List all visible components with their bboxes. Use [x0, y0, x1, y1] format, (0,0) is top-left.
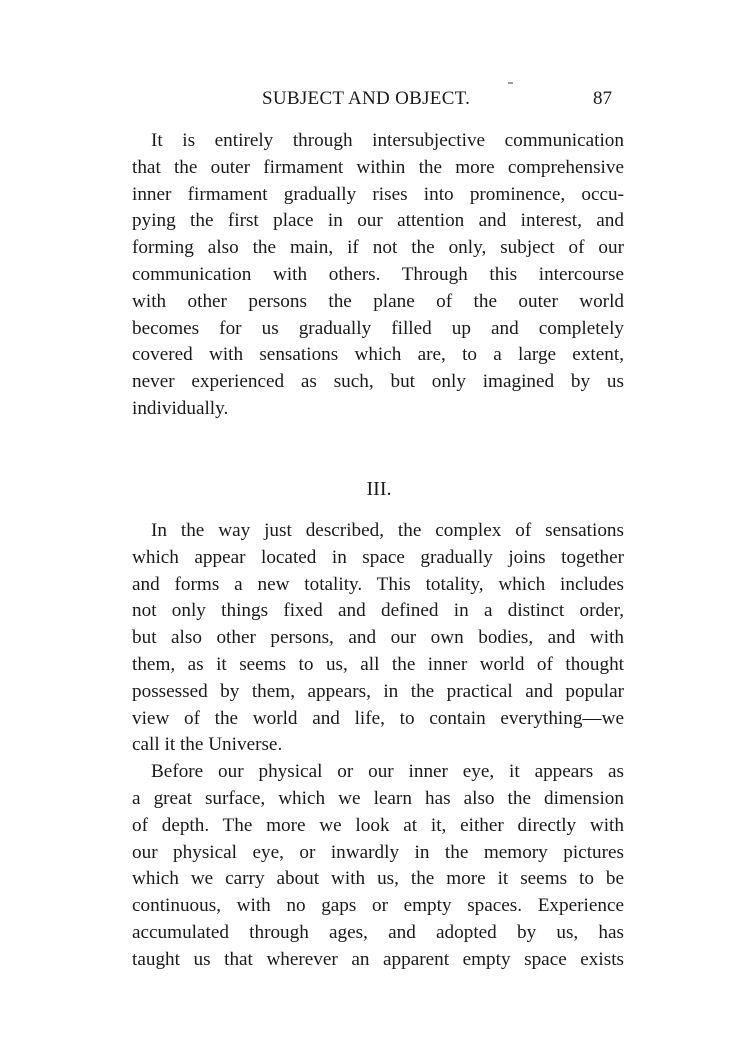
text-line: taught us that wherever an apparent empty space exists	[132, 948, 624, 970]
text-line: continuous, with no gaps or empty spaces. Experience	[132, 895, 624, 917]
text-line: becomes for us gradually filled up and completely	[132, 317, 624, 339]
text-line: pying the first place in our attention and interest, and	[132, 210, 624, 232]
text-line: that the outer firmament within the more comprehensive	[132, 156, 624, 178]
text-line: of depth. The more we look at it, either directly with	[132, 814, 624, 836]
text-line: never experienced as such, but only imagined by us	[132, 371, 624, 393]
page-number: 87	[593, 88, 612, 109]
text-line: but also other persons, and our own bodies, and with	[132, 627, 624, 649]
text-line: our physical eye, or inwardly in the memory pictures	[132, 841, 624, 863]
text-line: and forms a new totality. This totality, which includes	[132, 573, 624, 595]
paragraphs-section-3	[132, 518, 624, 974]
text-line: inner firmament gradually rises into prominence, occu-	[132, 183, 624, 205]
text-line: view of the world and life, to contain everything—we	[132, 707, 624, 729]
text-line: possessed by them, appears, in the practical and popular	[132, 680, 624, 702]
text-line: a great surface, which we learn has also the dimension	[132, 787, 624, 809]
text-line: forming also the main, if not the only, subject of our	[132, 237, 624, 259]
text-line: call it the Universe.	[132, 734, 283, 756]
text-line: In the way just described, the complex of sensations	[151, 520, 624, 541]
text-line: accumulated through ages, and adopted by us, has	[132, 921, 624, 943]
running-title: SUBJECT AND OBJECT.	[262, 88, 471, 109]
paragraph-1	[132, 128, 624, 423]
text-line: covered with sensations which are, to a large extent,	[132, 344, 624, 366]
text-line: with other persons the plane of the outer world	[132, 290, 624, 312]
section-number: III.	[366, 478, 392, 500]
text-line: not only things fixed and defined in a distinct order,	[132, 600, 624, 622]
text-line: Before our physical or our inner eye, it appears as	[151, 761, 624, 783]
print-speck	[508, 82, 513, 84]
text-line: It is entirely through intersubjective communication	[151, 130, 624, 151]
text-line: them, as it seems to us, all the inner world of thought	[132, 653, 624, 675]
text-line: individually.	[132, 397, 229, 419]
text-line: which appear located in space gradually joins together	[132, 546, 624, 568]
text-line: communication with others. Through this intercourse	[132, 263, 624, 285]
text-line: which we carry about with us, the more it seems to be	[132, 868, 624, 890]
running-head	[0, 88, 750, 114]
